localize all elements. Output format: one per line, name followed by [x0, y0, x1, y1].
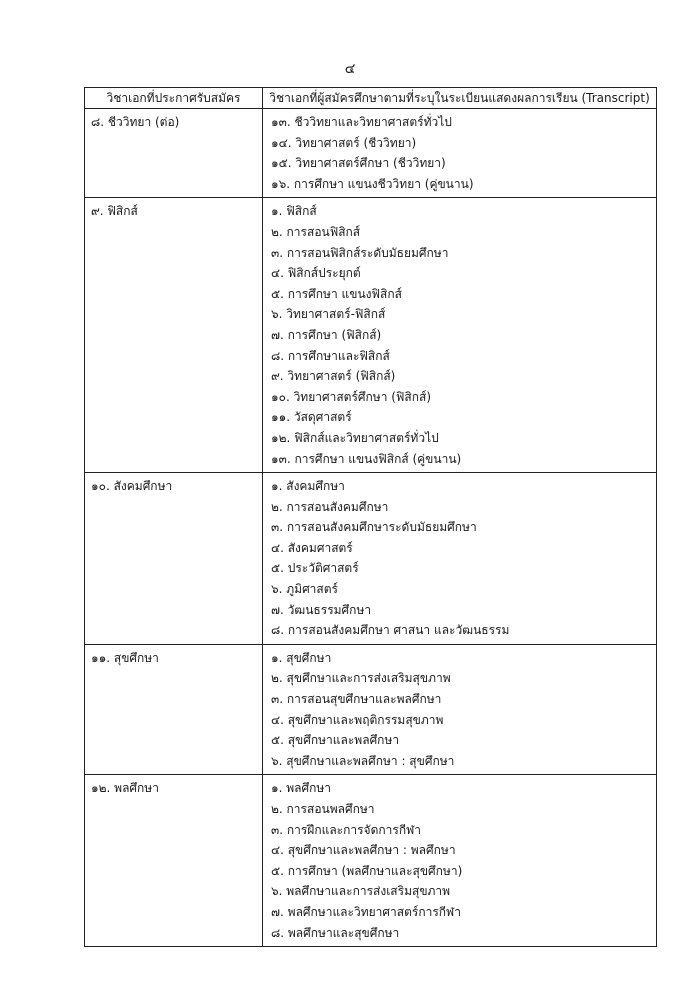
- list-item: ๑. สุขศึกษา: [271, 650, 332, 665]
- list-item: ๔. สุขศึกษาและพฤติกรรมสุขภาพ: [271, 712, 444, 727]
- table-row: [85, 775, 657, 947]
- header-announced-major: วิชาเอกที่ประกาศรับสมัคร: [85, 88, 263, 109]
- list-item: ๘. การศึกษาและฟิสิกส์: [271, 348, 390, 363]
- list-item: ๘. การสอนสังคมศึกษา ศาสนา และวัฒนธรรม: [271, 623, 510, 638]
- list-item: ๕. การศึกษา (พลศึกษาและสุขศึกษา): [271, 863, 463, 878]
- transcript-major-list: [263, 644, 657, 775]
- table-row: [85, 473, 657, 645]
- list-item: ๑๐. วิทยาศาสตร์ศึกษา (ฟิสิกส์): [271, 389, 432, 404]
- list-item: ๔. ฟิสิกส์ประยุกต์: [271, 266, 361, 281]
- transcript-major-list: [263, 473, 657, 645]
- list-item: ๗. พลศึกษาและวิทยาศาสตร์การกีฬา: [271, 904, 461, 919]
- list-item: ๖. สุขศึกษาและพลศึกษา : สุขศึกษา: [271, 753, 455, 768]
- list-item: ๔. สังคมศาสตร์: [271, 540, 353, 555]
- list-item: ๓. การสอนฟิสิกส์ระดับมัธยมศึกษา: [271, 245, 449, 260]
- list-item: ๑. สังคมศึกษา: [271, 479, 345, 494]
- list-item: ๑. ฟิสิกส์: [271, 204, 317, 219]
- list-item: ๑๖. การศึกษา แขนงชีววิทยา (คู่ขนาน): [271, 176, 474, 191]
- list-item: ๑๕. วิทยาศาสตร์ศึกษา (ชีววิทยา): [271, 156, 446, 171]
- list-item: ๖. พลศึกษาและการส่งเสริมสุขภาพ: [271, 884, 451, 899]
- list-item: ๔. สุขศึกษาและพลศึกษา : พลศึกษา: [271, 843, 456, 858]
- table-row: [85, 644, 657, 775]
- list-item: ๓. การสอนสังคมศึกษาระดับมัธยมศึกษา: [271, 520, 477, 535]
- list-item: ๗. วัฒนธรรมศึกษา: [271, 602, 372, 617]
- announced-major-name: ๘. ชีววิทยา (ต่อ): [85, 109, 263, 198]
- transcript-major-list: [263, 109, 657, 198]
- list-item: ๑๓. การศึกษา แขนงฟิสิกส์ (คู่ขนาน): [271, 451, 462, 466]
- page-number: ๔: [344, 61, 356, 77]
- majors-table: [84, 87, 657, 947]
- list-item: ๑๓. ชีววิทยาและวิทยาศาสตร์ทั่วไป: [271, 115, 452, 129]
- list-item: ๕. การศึกษา แขนงฟิสิกส์: [271, 286, 402, 301]
- list-item: ๒. การสอนพลศึกษา: [271, 802, 375, 816]
- list-item: ๒. สุขศึกษาและการส่งเสริมสุขภาพ: [271, 671, 451, 686]
- list-item: ๖. วิทยาศาสตร์-ฟิสิกส์: [271, 307, 386, 322]
- list-item: ๑๒. ฟิสิกส์และวิทยาศาสตร์ทั่วไป: [271, 430, 439, 445]
- list-item: ๕. สุขศึกษาและพลศึกษา: [271, 733, 400, 748]
- header-transcript-major: วิชาเอกที่ผู้สมัครศึกษาตามที่ระบุในระเบียนแสดงผลการเรียน (Transcript): [263, 88, 657, 109]
- transcript-major-list: [263, 198, 657, 473]
- announced-major-name: ๑๐. สังคมศึกษา: [85, 473, 263, 645]
- list-item: ๒. การสอนสังคมศึกษา: [271, 499, 389, 514]
- list-item: ๕. ประวัติศาสตร์: [271, 561, 359, 576]
- announced-major-name: ๑๒. พลศึกษา: [85, 775, 263, 947]
- list-item: ๑๔. วิทยาศาสตร์ (ชีววิทยา): [271, 135, 417, 150]
- announced-major-name: ๑๑. สุขศึกษา: [85, 644, 263, 775]
- table-header-row: [85, 88, 657, 109]
- list-item: ๗. การศึกษา (ฟิสิกส์): [271, 327, 382, 342]
- table-row: [85, 109, 657, 198]
- list-item: ๙. วิทยาศาสตร์ (ฟิสิกส์): [271, 369, 396, 384]
- list-item: ๓. การฝึกและการจัดการกีฬา: [271, 822, 422, 837]
- list-item: ๖. ภูมิศาสตร์: [271, 582, 338, 597]
- list-item: ๘. พลศึกษาและสุขศึกษา: [271, 925, 400, 940]
- transcript-major-list: [263, 775, 657, 947]
- list-item: ๒. การสอนฟิสิกส์: [271, 224, 361, 239]
- list-item: ๓. การสอนสุขศึกษาและพลศึกษา: [271, 692, 442, 707]
- table-row: [85, 198, 657, 473]
- table-body: [85, 109, 657, 947]
- list-item: ๑๑. วัสดุศาสตร์: [271, 410, 352, 425]
- list-item: ๑. พลศึกษา: [271, 781, 332, 796]
- announced-major-name: ๙. ฟิสิกส์: [85, 198, 263, 473]
